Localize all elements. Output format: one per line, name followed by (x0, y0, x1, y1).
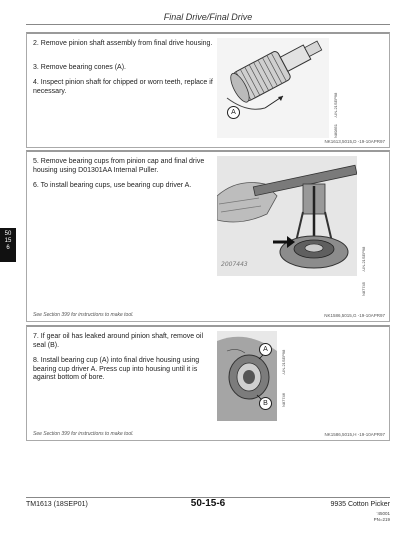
page-header-title: Final Drive/Final Drive (163, 12, 253, 22)
page-index: PN=219 (373, 517, 390, 522)
step-5: 5. Remove bearing cups from pinion cap and final drive housing using D01301AA Internal Puller. (33, 158, 205, 174)
reference-code: NK1586,5015,H -19-10APR97 (324, 432, 385, 437)
instruction-card-1 (26, 32, 390, 148)
section-tab (0, 228, 16, 262)
step-6: 6. To install bearing cups, use bearing cup driver A. (33, 182, 192, 189)
tool-note: See Section 399 for instructions to make tool. (33, 312, 134, 318)
reference-code: NK1586,5015,G -19-10APR97 (324, 313, 385, 318)
page-number: 50-15-6 (190, 498, 226, 509)
section-tab-line3: 6 (6, 245, 10, 251)
pinion-shaft-illustration (217, 38, 329, 138)
step-4: 4. Inspect pinion shaft for chipped or worn teeth, replace if necessary. (33, 79, 213, 95)
step-8: 8. Install bearing cup (A) into final drive housing using bearing cup driver A. Press cup into housing until it is against bottom of bore. (33, 357, 200, 382)
reference-code: NK1613,5015,D -19-10APR97 (324, 139, 385, 144)
instruction-card-3 (26, 325, 390, 441)
figure-id: N80851 (333, 123, 338, 138)
figure-scrawl: 2007443 (221, 261, 248, 268)
step-7: 7. If gear oil has leaked around pinion shaft, remove oil seal (B). (33, 333, 204, 349)
callout-b: B (259, 397, 272, 410)
section-tab-line2: 15 (4, 238, 12, 244)
tool-note: See Section 399 for instructions to make tool. (33, 431, 134, 437)
instruction-card-2 (26, 150, 390, 322)
figure-code: -UN-21SEP98 (333, 92, 338, 118)
callout-a: A (259, 343, 272, 356)
manual-id: TM1613 (18SEP01) (26, 501, 88, 508)
oil-seal-figure (217, 331, 277, 421)
bearing-puller-figure (217, 156, 357, 276)
callout-a: A (227, 106, 240, 119)
footer-small-code: ’​45001 (376, 511, 390, 516)
machine-name: 9935 Cotton Picker (330, 501, 390, 508)
figure-code: -UN-21SEP98 (361, 246, 366, 272)
step-2: 2. Remove pinion shaft assembly from final drive housing. (33, 40, 213, 47)
figure-code: -UN-21SEP98 (281, 349, 286, 375)
pinion-shaft-figure (217, 38, 329, 138)
figure-id: N87746 (281, 392, 286, 407)
step-3: 3. Remove bearing cones (A). (33, 64, 126, 71)
figure-id: N87745 (361, 281, 366, 296)
header-rule (26, 24, 390, 25)
section-tab-line1: 50 (4, 231, 12, 237)
bearing-puller-illustration (217, 156, 357, 276)
